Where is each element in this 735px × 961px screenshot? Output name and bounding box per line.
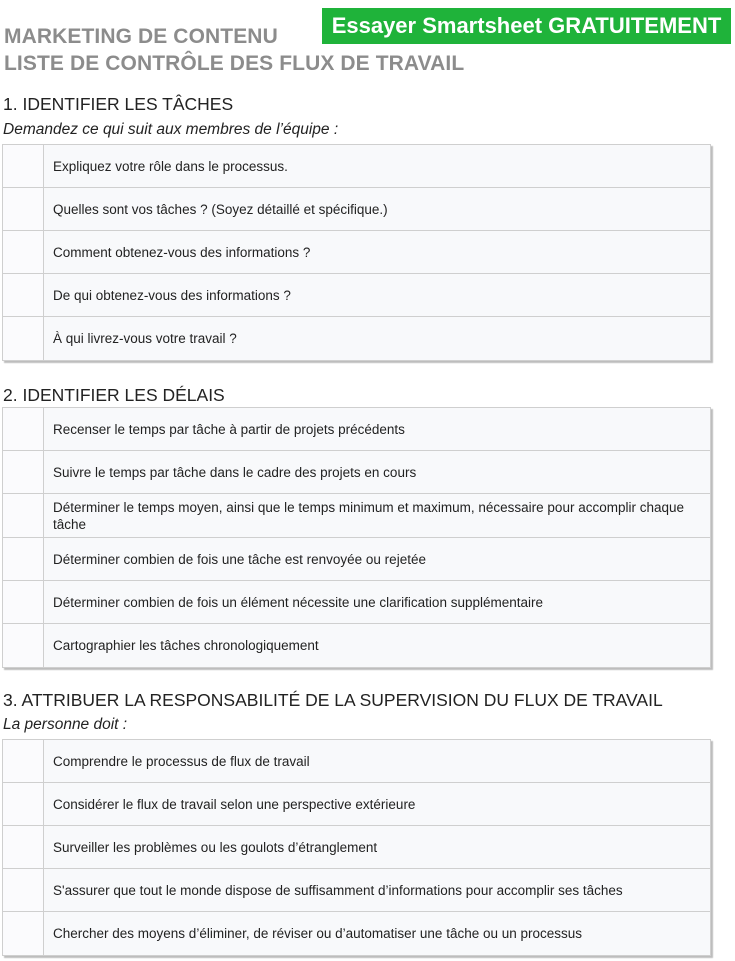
checklist-row	[3, 188, 710, 231]
checkbox[interactable]	[3, 581, 44, 623]
checkbox[interactable]	[3, 188, 44, 230]
checklist-item-text: De qui obtenez-vous des informations ?	[53, 287, 291, 303]
checklist-item-text: Déterminer le temps moyen, ainsi que le temps minimum et maximum, nécessaire pour accomplir chaque tâche	[53, 499, 684, 532]
checklist-row	[3, 538, 710, 581]
checkbox[interactable]	[3, 451, 44, 493]
title-line-1: MARKETING DE CONTENU	[4, 25, 278, 48]
checklist-item-text: Cartographier les tâches chronologiquement	[53, 638, 319, 653]
checklist-row	[3, 317, 710, 360]
checklist-item-text: Surveiller les problèmes ou les goulots d’étranglement	[53, 839, 378, 855]
checklist-row	[3, 494, 710, 538]
checklist-1	[2, 144, 711, 361]
checkbox[interactable]	[3, 826, 44, 868]
checklist-row	[3, 408, 710, 451]
section-1-title: 1. IDENTIFIER LES TÂCHES	[3, 94, 234, 114]
checklist-item-text: À qui livrez-vous votre travail ?	[53, 331, 237, 346]
checklist-3	[2, 739, 711, 956]
checkbox[interactable]	[3, 740, 44, 782]
checklist-item-text: Chercher des moyens d’éliminer, de réviser ou d’automatiser une tâche ou un processus	[53, 926, 583, 941]
checkbox[interactable]	[3, 538, 44, 580]
section-3-title: 3. ATTRIBUER LA RESPONSABILITÉ DE LA SUPERVISION DU FLUX DE TRAVAIL	[3, 690, 663, 710]
checkbox[interactable]	[3, 624, 44, 667]
checklist-item-text: Considérer le flux de travail selon une perspective extérieure	[53, 796, 416, 812]
checklist-item-text: Déterminer combien de fois une tâche est renvoyée ou rejetée	[53, 551, 426, 567]
checklist-item-text: Recenser le temps par tâche à partir de projets précédents	[53, 421, 405, 437]
section-2-title: 2. IDENTIFIER LES DÉLAIS	[3, 385, 225, 405]
checkbox[interactable]	[3, 231, 44, 273]
checkbox[interactable]	[3, 869, 44, 911]
checkbox[interactable]	[3, 317, 44, 360]
checkbox[interactable]	[3, 912, 44, 955]
checklist-item-text: Déterminer combien de fois un élément nécessite une clarification supplémentaire	[53, 594, 544, 610]
checklist-row	[3, 145, 710, 188]
title-line-2: LISTE DE CONTRÔLE DES FLUX DE TRAVAIL	[4, 52, 465, 75]
checklist-row	[3, 451, 710, 494]
checklist-row	[3, 869, 710, 912]
checklist-row	[3, 783, 710, 826]
checkbox[interactable]	[3, 783, 44, 825]
checklist-item-text: Comprendre le processus de flux de travail	[53, 753, 310, 769]
checklist-item-text: Suivre le temps par tâche dans le cadre des projets en cours	[53, 464, 417, 480]
checklist-item-text: Quelles sont vos tâches ? (Soyez détaillé et spécifique.)	[53, 201, 388, 217]
try-smartsheet-button[interactable]: Essayer Smartsheet GRATUITEMENT	[320, 6, 733, 46]
checklist-2	[2, 407, 711, 668]
section-1-subtitle: Demandez ce qui suit aux membres de l’équipe :	[3, 121, 339, 138]
checkbox[interactable]	[3, 145, 44, 187]
checklist-item-text: Comment obtenez-vous des informations ?	[53, 244, 311, 260]
checkbox[interactable]	[3, 408, 44, 450]
checklist-row	[3, 912, 710, 955]
checklist-row	[3, 624, 710, 667]
checklist-item-text: S'assurer que tout le monde dispose de suffisamment d’informations pour accomplir ses tâches	[53, 882, 623, 898]
checklist-row	[3, 581, 710, 624]
checklist-row	[3, 274, 710, 317]
checklist-row	[3, 740, 710, 783]
checklist-item-text: Expliquez votre rôle dans le processus.	[53, 158, 288, 174]
checklist-row	[3, 826, 710, 869]
checkbox[interactable]	[3, 274, 44, 316]
checklist-row	[3, 231, 710, 274]
section-3-subtitle: La personne doit :	[3, 716, 128, 733]
checkbox[interactable]	[3, 494, 44, 537]
